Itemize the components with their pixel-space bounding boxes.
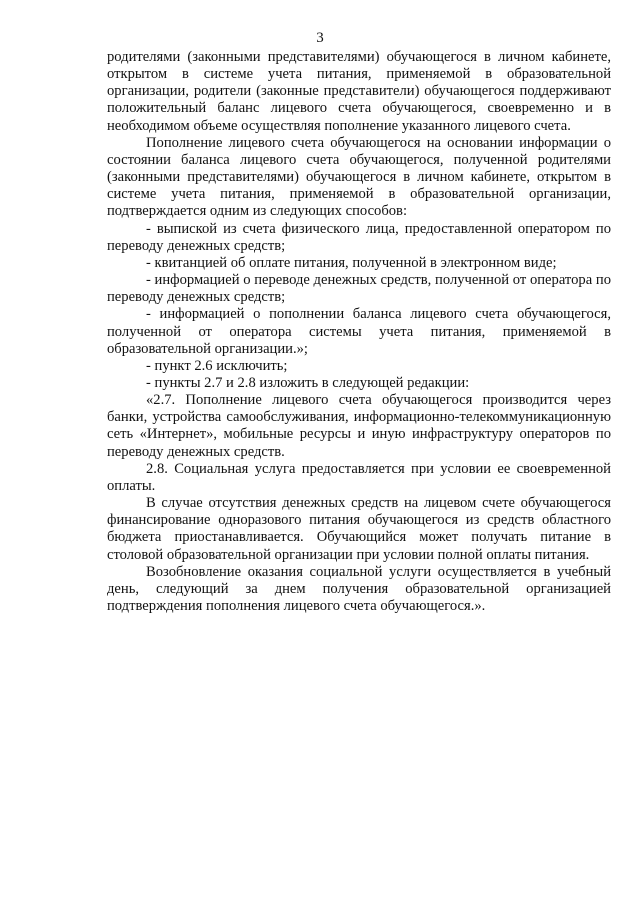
paragraph-suspension: В случае отсутствия денежных средств на лицевом счете обучающегося финансирование одноразового питания обучающегося из средств областного бюджета приостанавливается. Обучающийся может получать питание в столовой образовательной организации при условии полной оплаты питания. xyxy=(107,495,611,563)
list-item-transfer-info: - информацией о переводе денежных средств, полученной от оператора по переводу денежных средств; xyxy=(107,272,611,306)
amendment-item-2-7-2-8: - пункты 2.7 и 2.8 изложить в следующей редакции: xyxy=(146,374,470,391)
document-body xyxy=(107,49,611,615)
paragraph-continuation: родителями (законными представителями) обучающегося в личном кабинете, открытом в системе учета питания, применяемой в образовательной организации, родители (законные представители) обучающегося поддерживают положительный баланс лицевого счета обучающегося, своевременно и в необходимом объеме осуществляя пополнение указанного лицевого счета. xyxy=(107,49,611,134)
clause-2-7: «2.7. Пополнение лицевого счета обучающегося производится через банки, устройства самообслуживания, информационно-телекоммуникационную сеть «Интернет», мобильные ресурсы и иную инфраструктуру операторов по переводу денежных средств. xyxy=(107,392,611,460)
list-item-bank-statement: - выпиской из счета физического лица, предоставленной оператором по переводу денежных средств; xyxy=(107,220,611,254)
paragraph-balance-confirmation: Пополнение лицевого счета обучающегося на основании информации о состоянии баланса лицевого счета обучающегося, полученной родителями (законными представителями) обучающегося в личном кабинете, открытом в системе учета питания, применяемой в образовательной организации, подтверждается одним из следующих способов: xyxy=(107,134,611,220)
clause-2-8: 2.8. Социальная услуга предоставляется при условии ее своевременной оплаты. xyxy=(107,460,611,494)
list-item-balance-info: - информацией о пополнении баланса лицевого счета обучающегося, полученной от оператора системы учета питания, применяемой в образовательной организации.»; xyxy=(107,306,611,357)
amendment-item-2-6: - пункт 2.6 исключить; xyxy=(146,357,288,374)
list-item-electronic-receipt: - квитанцией об оплате питания, полученной в электронном виде; xyxy=(146,254,557,271)
paragraph-resumption: Возобновление оказания социальной услуги осуществляется в учебный день, следующий за днем получения образовательной организацией подтверждения пополнения лицевого счета обучающегося.». xyxy=(107,563,611,614)
page-number: 3 xyxy=(316,30,324,46)
